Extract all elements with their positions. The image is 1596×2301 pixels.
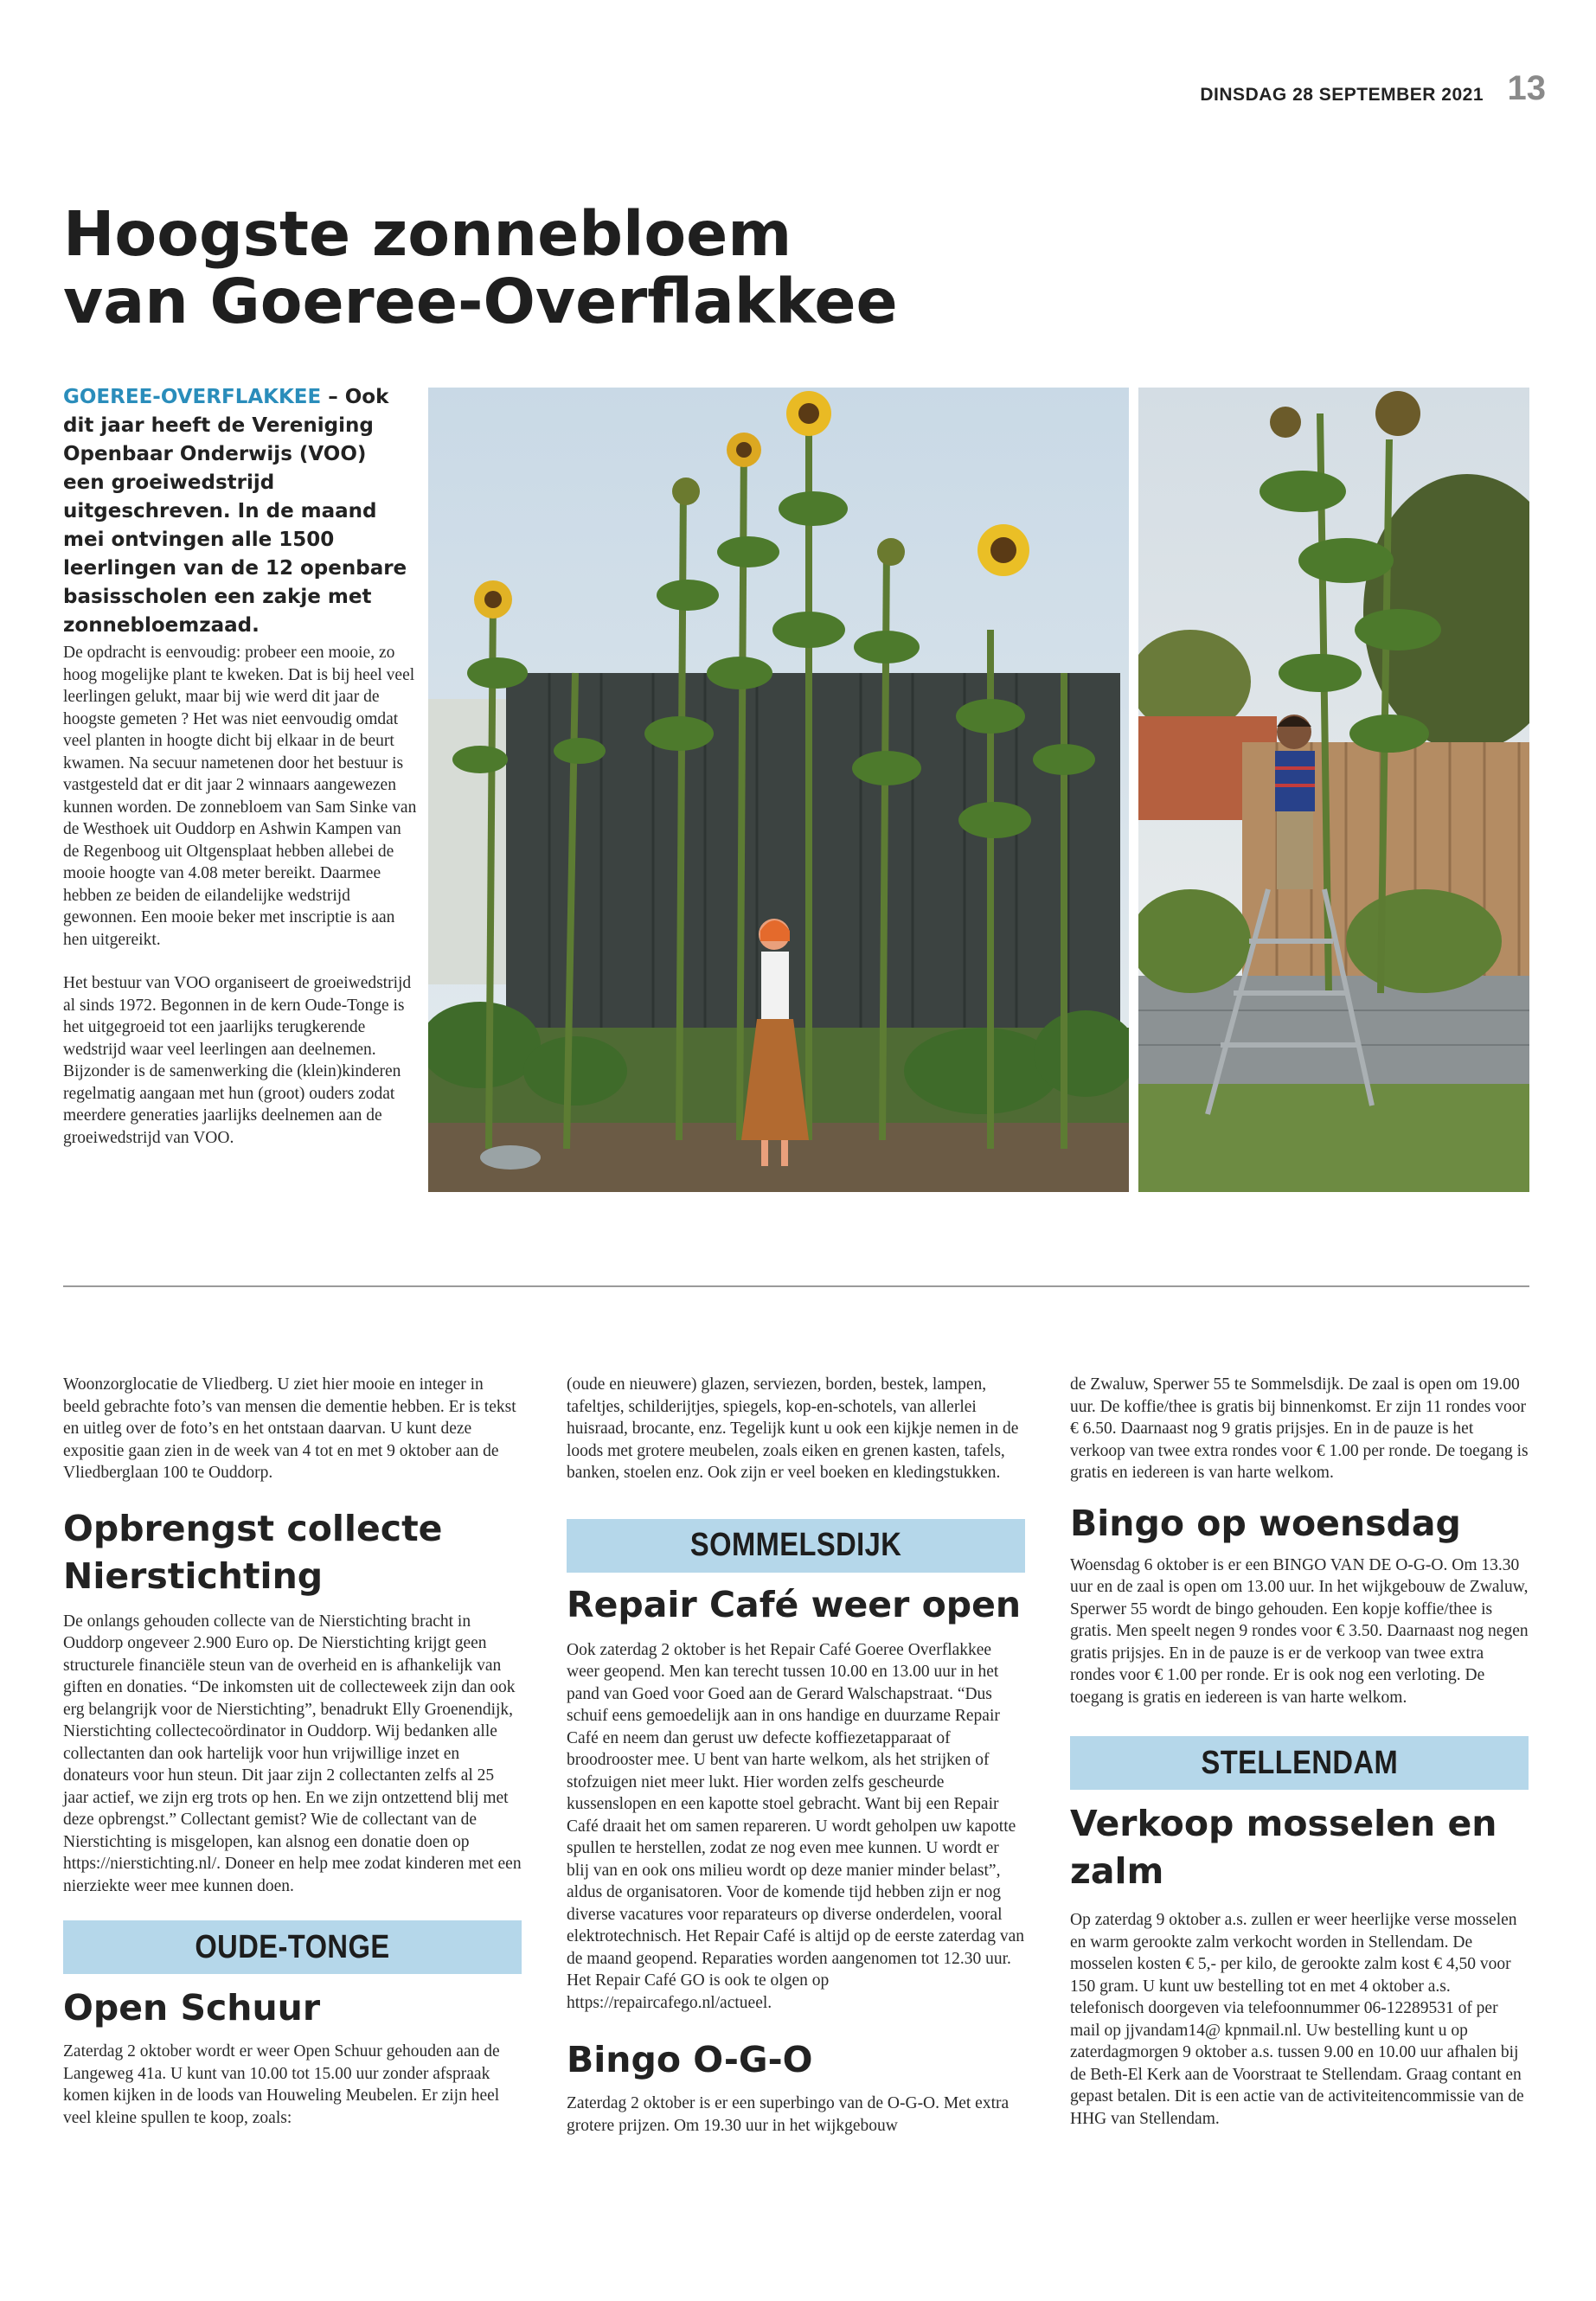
main-headline (63, 198, 1188, 338)
main-headline-line1: Hoogste zonnebloem (63, 198, 792, 270)
vliedberg-text: Woonzorglocatie de Vliedberg. U ziet hier mooie en integer in beeld gebrachte foto’s van mensen die dementie hebben. Er is tekst en uitleg over de foto’s en het ontstaan daarvan. U kunt deze expositie gaan zien in de week van 4 tot en met 9 oktober aan de Vliedberglaan 100 te Ouddorp. (63, 1375, 516, 1482)
article-paragraph: De opdracht is eenvoudig: probeer een mooie, zo hoog mogelijke plant te kweken. Dat is bij heel veel leerlingen gelukt, maar bij wie werd dit jaar de hoogste gemeten ? Het was niet eenvoudig omdat veel planten in hoogte dicht bij elkaar in de beurt kwamen. Na secuur nametenen door het bestuur is vastgesteld dat er dit jaar 2 winnaars aangewezen kunnen worden. De zonnebloem van Sam Sinke van de Westhoek uit Ouddorp en Ashwin Kampen van de Regenboog uit Oltgensplaat hebben allebei de mooie hoogte van 4.08 meter bereikt. Daarmee hebben ze beiden de eilandelijke wedstrijd gewonnen. Een mooie beker met inscriptie is aan hen uitgereikt. (63, 644, 417, 949)
schuur-text: Zaterdag 2 oktober wordt er weer Open Schuur gehouden aan de Langeweg 41a. U kunt van 10.00 tot 15.00 uur zonder afspraak komen kijken in de loods van Houweling Meubelen. Er zijn heel veel kleine spullen te koop, zoals: (63, 2042, 500, 2127)
bingo-ogo-text: Zaterdag 2 oktober is er een superbingo van de O-G-O. Met extra grotere prijzen. Om 19.30 uur in het wijkgebouw (567, 2094, 1010, 2135)
section-divider (63, 1285, 1529, 1287)
schuur-headline: Open Schuur (63, 1987, 321, 2029)
mosselen-headline: Verkoop mosselen en zalm (1070, 1803, 1497, 1892)
column-1 (63, 1374, 522, 2129)
photo-girl-sunflowers (428, 388, 1129, 1192)
repair-cafe-headline: Repair Café weer open (567, 1583, 1022, 1625)
section-bar-stellendam (1070, 1736, 1529, 1790)
lead-text: – Ook dit jaar heeft de Vereniging Openbaar Onderwijs (VOO) een groeiwedstrijd uitgeschreven. In de maand mei ontvingen alle 1500 leerlingen van de 12 openbare basisscholen een zakje met zonnebloemzaad. (63, 386, 407, 637)
section-bar-oude-tonge (63, 1920, 522, 1974)
section-label: STELLENDAM (1201, 1744, 1398, 1781)
section-label: SOMMELSDIJK (689, 1527, 902, 1563)
bingo-woensdag-headline: Bingo op woensdag (1070, 1502, 1461, 1544)
mosselen-text: Op zaterdag 9 oktober a.s. zullen er weer heerlijke verse mosselen en warm gerookte zalm verkocht worden in Stellendam. De mosselen kosten € 5,- per kilo, de gerookte zalm kost € 4,50 voor 150 gram. U kunt uw bestelling tot en met 4 oktober a.s. telefonisch doorgeven via telefoonnummer 06-12289531 of per mail op jjvandam14@ kpnmail.nl. Uw bestelling kunt u op zaterdagmorgen 9 oktober a.s. tussen 9.00 en 10.00 uur afhalen bij de Beth-El Kerk aan de Voorstraat te Stellendam. Graag contant en gepast betalen. Dit is een actie van de activiteitencommissie van de HHG van Stellendam. (1070, 1911, 1524, 2128)
dateline-location: GOEREE-OVERFLAKKEE (63, 386, 322, 408)
collecte-text: De onlangs gehouden collecte van de Nierstichting bracht in Ouddorp ongeveer 2.900 Euro op. De Nierstichting krijgt geen structurele financiële steun van de overheid en is afhankelijk van giften en donaties. “De inkomsten uit de collecteweek zijn dan ook erg belangrijk voor de Nierstichting”, benadrukt Elly Groenendijk, Nierstichting collectecoördinator in Ouddorp. Wij bedanken alle collectanten dan ook hartelijk voor hun vrijwillige inzet en donateurs voor hun steun. Dit jaar zijn 2 collectanten zelfs al 25 jaar actief, we zijn erg trots op hen. En we zijn ontzettend blij met deze opbrengst.” Collectant gemist? Wie de collectant van de Nierstichting is misgelopen, kan alsnog een donatie doen op https://nierstichting.nl/. Doneer en help mee zodat kinderen met een nierziekte weer mee kunnen doen. (63, 1612, 522, 1895)
collecte-headline: Opbrengst collecte Nierstichting (63, 1507, 443, 1597)
article-body (63, 642, 418, 1149)
schuur-continued-text: (oude en nieuwere) glazen, serviezen, borden, bestek, lampen, tafeltjes, schilderijtjes, spiegels, kop-en-schotels, van allerlei huisraad, brocante, enz. Tegelijk kunt u ook een kijkje nemen in de loods met grotere meubelen, zoals eiken en grenen kasten, tafels, banken, stoelen enz. Ook zijn er veel boeken en kledingstukken. (567, 1375, 1019, 1482)
column-3 (1070, 1374, 1529, 2130)
photo-boy-on-ladder (1138, 388, 1529, 1192)
column-2 (567, 1374, 1025, 2137)
bingo-ogo-headline: Bingo O-G-O (567, 2039, 813, 2080)
main-headline-line2: van Goeree-Overflakkee (63, 266, 898, 338)
article-paragraph: Het bestuur van VOO organiseert de groeiwedstrijd al sinds 1972. Begonnen in de kern Oude-Tonge is het uitgegroeid tot een jaarlijks terugkerende wedstrijd waar veel leerlingen aan deelnemen. Bijzonder is de samenwerking die (klein)kinderen regelmatig aangaan met hun (groot) ouders zodat meerdere generaties jaarlijks deelnemen aan de groeiwedstrijd van VOO. (63, 974, 412, 1147)
bingo-continued-text: de Zwaluw, Sperwer 55 te Sommelsdijk. De zaal is open om 19.00 uur. De koffie/thee is gratis bij binnenkomst. Er zijn 11 rondes voor € 6.50. Daarnaast nog 9 gratis prijsjes. En in de pauze is het verkoop van twee extra rondes voor € 1.00 per ronde. De toegang is gratis en iedereen is van harte welkom. (1070, 1375, 1529, 1482)
article-lead (63, 383, 409, 640)
section-bar-sommelsdijk (567, 1519, 1025, 1573)
edition-date: DINSDAG 28 SEPTEMBER 2021 (1200, 85, 1484, 105)
page-number: 13 (1507, 69, 1546, 107)
bingo-woensdag-text: Woensdag 6 oktober is er een BINGO VAN DE O-G-O. Om 13.30 uur en de zaal is open om 13.00 uur. In het wijkgebouw de Zwaluw, Sperwer 55 wordt de bingo gehouden. Een kopje koffie/thee is gratis. Men speelt negen 9 rondes voor € 3.50. Daarnaast nog negen gratis prijsjes. En in de pauze is er de verkoop van twee extra rondes voor € 1.00 per ronde. Er is ook nog een verloting. De toegang is gratis en iedereen is van harte welkom. (1070, 1555, 1529, 1707)
section-label: OUDE-TONGE (195, 1928, 390, 1965)
repair-cafe-text: Ook zaterdag 2 oktober is het Repair Café Goeree Overflakkee weer geopend. Men kan terecht tussen 10.00 en 13.00 uur in het pand van Goed voor Goed aan de Gerard Walschapstraat. “Dus schuif eens gemoedelijk aan in ons handige en duurzame Repair Café en neem dan gerust uw defecte koffiezetapparaat of broodrooster mee. U bent van harte welkom, als het strijken of stofzuigen niet meer lukt. Hier worden zelfs gescheurde kussenslopen en een kapotte stoel gebracht. Want bij een Repair Café draait het om samen repareren. U wordt geholpen uw kapotte spullen te herstellen, zodat ze nog even mee kunnen. U wordt er blij van en ook ons milieu wordt op deze manier minder belast”, aldus de organisatoren. Voor de komende tijd hebben zijn er nog diverse vacatures voor reparateurs op diverse onderdelen, vooral elektrotechnisch. Het Repair Café is altijd op de eerste zaterdag van de maand geopend. Reparaties worden aangenomen tot 12.30 uur. Het Repair Café GO is ook te olgen op https://repaircafego.nl/actueel. (567, 1640, 1024, 2012)
